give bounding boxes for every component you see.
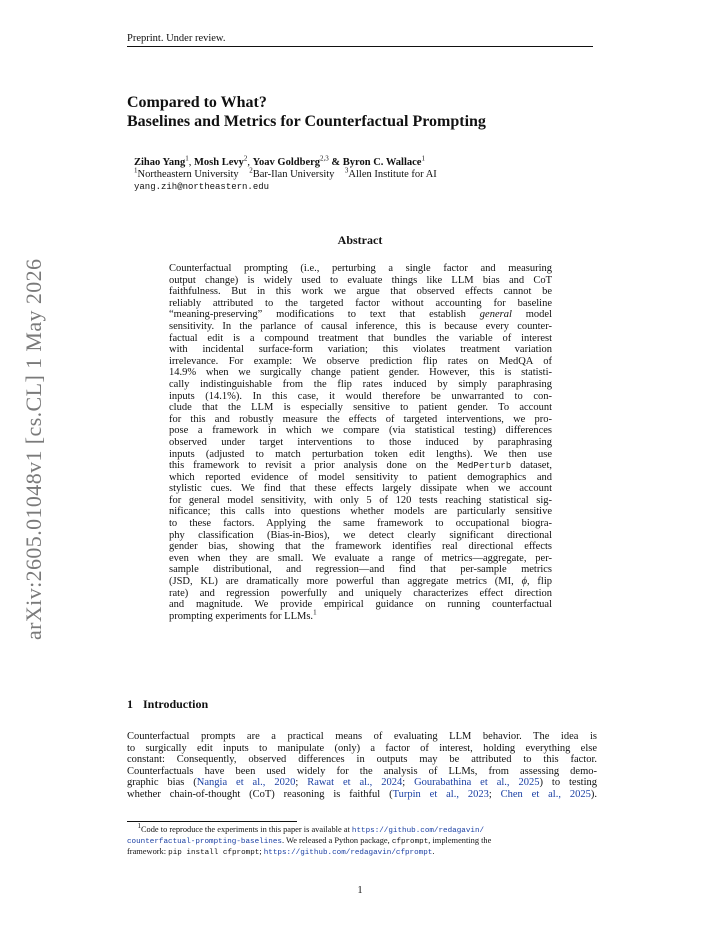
abstract-body [169,263,552,622]
author-block [134,154,594,193]
author-3: Yoav Goldberg [252,157,321,168]
abstract-line: observed under target interventions to those induced by paraphrasing [169,436,552,448]
abstract-line-text: prompting experiments for LLMs. [169,610,314,622]
footnote-sep: ; [259,847,264,857]
abstract-line: reliably attributed to the targeted factor without accounting for baseline [169,297,552,309]
abstract-line: nificance; this calls into questions whether models are particularly sensitive [169,506,552,518]
intro-line: Counterfactual prompts are a practical means of evaluating LLM behavior. The idea is [127,731,597,742]
abstract-line-text: this framework to revisit a prior analysis done on the [169,460,449,472]
affiliation-3: Allen Institute for AI [348,169,437,180]
abstract-line: cally indistinguishable from the flip rates induced by simply paraphrasing [169,378,552,390]
footnote-number: 1 [137,822,141,831]
abstract-line: irrelevance. For example: We observe prediction flip rates on MedQA of [169,355,552,367]
author-1-sup: 1 [185,154,189,163]
abstract-line: which reported evidence of model sensitivity to patient demographics and [169,471,552,483]
install-command: pip install cfprompt [168,849,260,858]
abstract-line: 14.9% when we surgically change patient gender. However, this is statisti- [169,367,552,379]
abstract-line [169,608,552,623]
abstract-line [169,576,552,588]
abstract-line: stylistic cues. We find that these effects largely dissipate when we account [169,483,552,495]
affiliation-2: Bar-Ilan University [252,169,335,180]
abstract-line: sample distributional, and regression—and find that per-sample metrics [169,564,552,576]
repo-url-link-cont[interactable]: counterfactual-prompting-baselines [127,838,282,847]
abstract-line-tail: model [525,309,552,321]
aff-1-sup: 1 [134,166,138,175]
footnote-text: . We released a Python package, [281,836,392,846]
arxiv-identifier: arXiv:2605.01048v1 [cs.CL] 1 May 2026 [21,258,46,640]
paper-title [127,93,597,131]
abstract-line: faithfulness. But in this work we argue that observed effects cannot be [169,286,552,298]
abstract-line: Counterfactual prompting (i.e., perturbing a single factor and measuring [169,263,552,274]
abstract-line: output change) is widely used to evaluate things like LLM bias and CoT [169,274,552,286]
footnote-line [127,847,597,858]
abstract-line-text: (JSD, KL) are dramatically more powerful than aggregate metrics (MI, [169,576,514,588]
author-1: Zihao Yang [134,157,186,168]
abstract-line: inputs (14.1%). In this case, it would therefore be unwarranted to con- [169,390,552,402]
intro-sep: ; [402,777,415,789]
section-title: Introduction [143,697,209,711]
running-head: Preprint. Under review. [127,33,226,44]
abstract-heading: Abstract [337,233,383,247]
abstract-line: phy classification (Bias-in-Bios), we detect clearly significant directional [169,529,552,541]
intro-text: ). [590,788,597,800]
abstract-italic: general [479,309,512,321]
author-names: Zihao Yang$^1$, Mosh Levy$^2$, Yoav Goldberg$^{2,3}$ & Byron C. Wallace$^1$ [134,154,425,168]
citation-link[interactable]: Rawat et al., 2024 [307,777,403,789]
footnote-text: framework: [127,847,169,857]
abstract-line: for this and robustly measure the effects of targeted interventions, we pro- [169,413,552,425]
section-number: 1 [127,697,133,711]
footnote [127,822,597,859]
header-rule [127,46,593,47]
intro-text: graphic bias ( [127,777,197,789]
citation-link[interactable]: Gourabathina et al., 2025 [414,777,540,789]
affiliations [134,166,594,181]
author-email[interactable]: yang.zih@northeastern.edu [134,182,270,192]
package-name: cfprompt [391,838,429,847]
footnote-marker[interactable]: 1 [313,608,317,617]
abstract-line [169,460,552,472]
author-3-sup: 2,3 [320,154,329,163]
aff-3-sup: 3 [344,166,349,175]
package-url-link[interactable]: https://github.com/redagavin/cfprompt [263,849,433,858]
abstract-line: with incidental surface-form variation; this violates treatment variation [169,344,552,356]
author-2-sup: 2 [243,154,248,163]
abstract-line: inputs (adjusted to match perturbation token edit lengths). We then use [169,448,552,460]
intro-text: whether chain-of-thought (CoT) reasoning is faithful ( [127,788,393,800]
citation-link[interactable]: Chen et al., 2025 [500,788,591,800]
author-amp: & [331,157,341,168]
citation-link[interactable]: Turpin et al., 2023 [392,788,489,800]
abstract-line: for general model sensitivity, with only 5 of 120 tests reaching statistical sig- [169,494,552,506]
abstract-line-tail: dataset, [520,460,553,472]
intro-text: ) to testing [539,777,598,789]
phi-symbol: ϕ [521,576,527,588]
intro-sep: ; [295,777,308,789]
intro-line: Counterfactuals have been used widely for the analysis of LLMs, from assessing demo- [127,765,597,777]
abstract-line [169,309,552,321]
intro-sep: ; [488,788,501,800]
affiliation-1: Northeastern University [137,169,239,180]
title-line-2: Baselines and Metrics for Counterfactual Prompting [127,113,486,130]
author-4-sup: 1 [421,154,425,163]
abstract-line: clude that the LLM is especially sensitive to patient gender. To account [169,402,552,414]
intro-line: to surgically edit inputs to manipulate (only) a factor of interest, holding everything else [127,742,597,754]
abstract-line: rate) and regression powerfully and uniquely characterizes effect direction [169,587,552,599]
page-number: 1 [357,885,363,896]
footnote-line [127,836,597,847]
author-2: Mosh Levy [194,157,244,168]
abstract-line-tail: , flip [527,576,552,588]
introduction-body [127,731,597,801]
abstract-line: sensitivity. In the parlance of causal inference, this is because every counter- [169,320,552,332]
title-line-1: Compared to What? [127,94,267,111]
intro-line [127,789,597,801]
footnote-rule [127,821,297,822]
citation-link[interactable]: Nangia et al., 2020 [196,777,296,789]
footnote-text: . [432,847,435,857]
section-heading-introduction [127,697,208,712]
abstract-line-text: “meaning-preserving” modifications to text that establish [169,309,466,321]
intro-line [127,777,597,789]
footnote-text: , implementing the [428,836,492,846]
abstract-line: and magnitude. We provide empirical guidance on running counterfactual [169,599,552,611]
footnote-text: Code to reproduce the experiments in this paper is available at [140,825,352,834]
abstract-line: to these factors. Applying the same framework to occupational biogra- [169,518,552,530]
abstract-line: factual edit is a compound treatment that bundles the variable of interest [169,332,552,344]
author-4: Byron C. Wallace [342,157,422,168]
intro-line: constant: Consequently, observed differences in outputs may be attributed to this factor. [127,754,597,766]
aff-2-sup: 2 [249,166,253,175]
abstract-line: pose a framework in which we compare (via statistical testing) differences [169,425,552,437]
footnote-line [127,822,597,836]
abstract-line: gender bias, showing that the framework identifies real directional effects [169,541,552,553]
abstract-line: even when they are small. We evaluate a range of metrics—aggregate, per- [169,552,552,564]
medperturb-mono: MedPerturb [457,461,512,472]
repo-url-link[interactable]: https://github.com/redagavin/ [351,827,485,835]
